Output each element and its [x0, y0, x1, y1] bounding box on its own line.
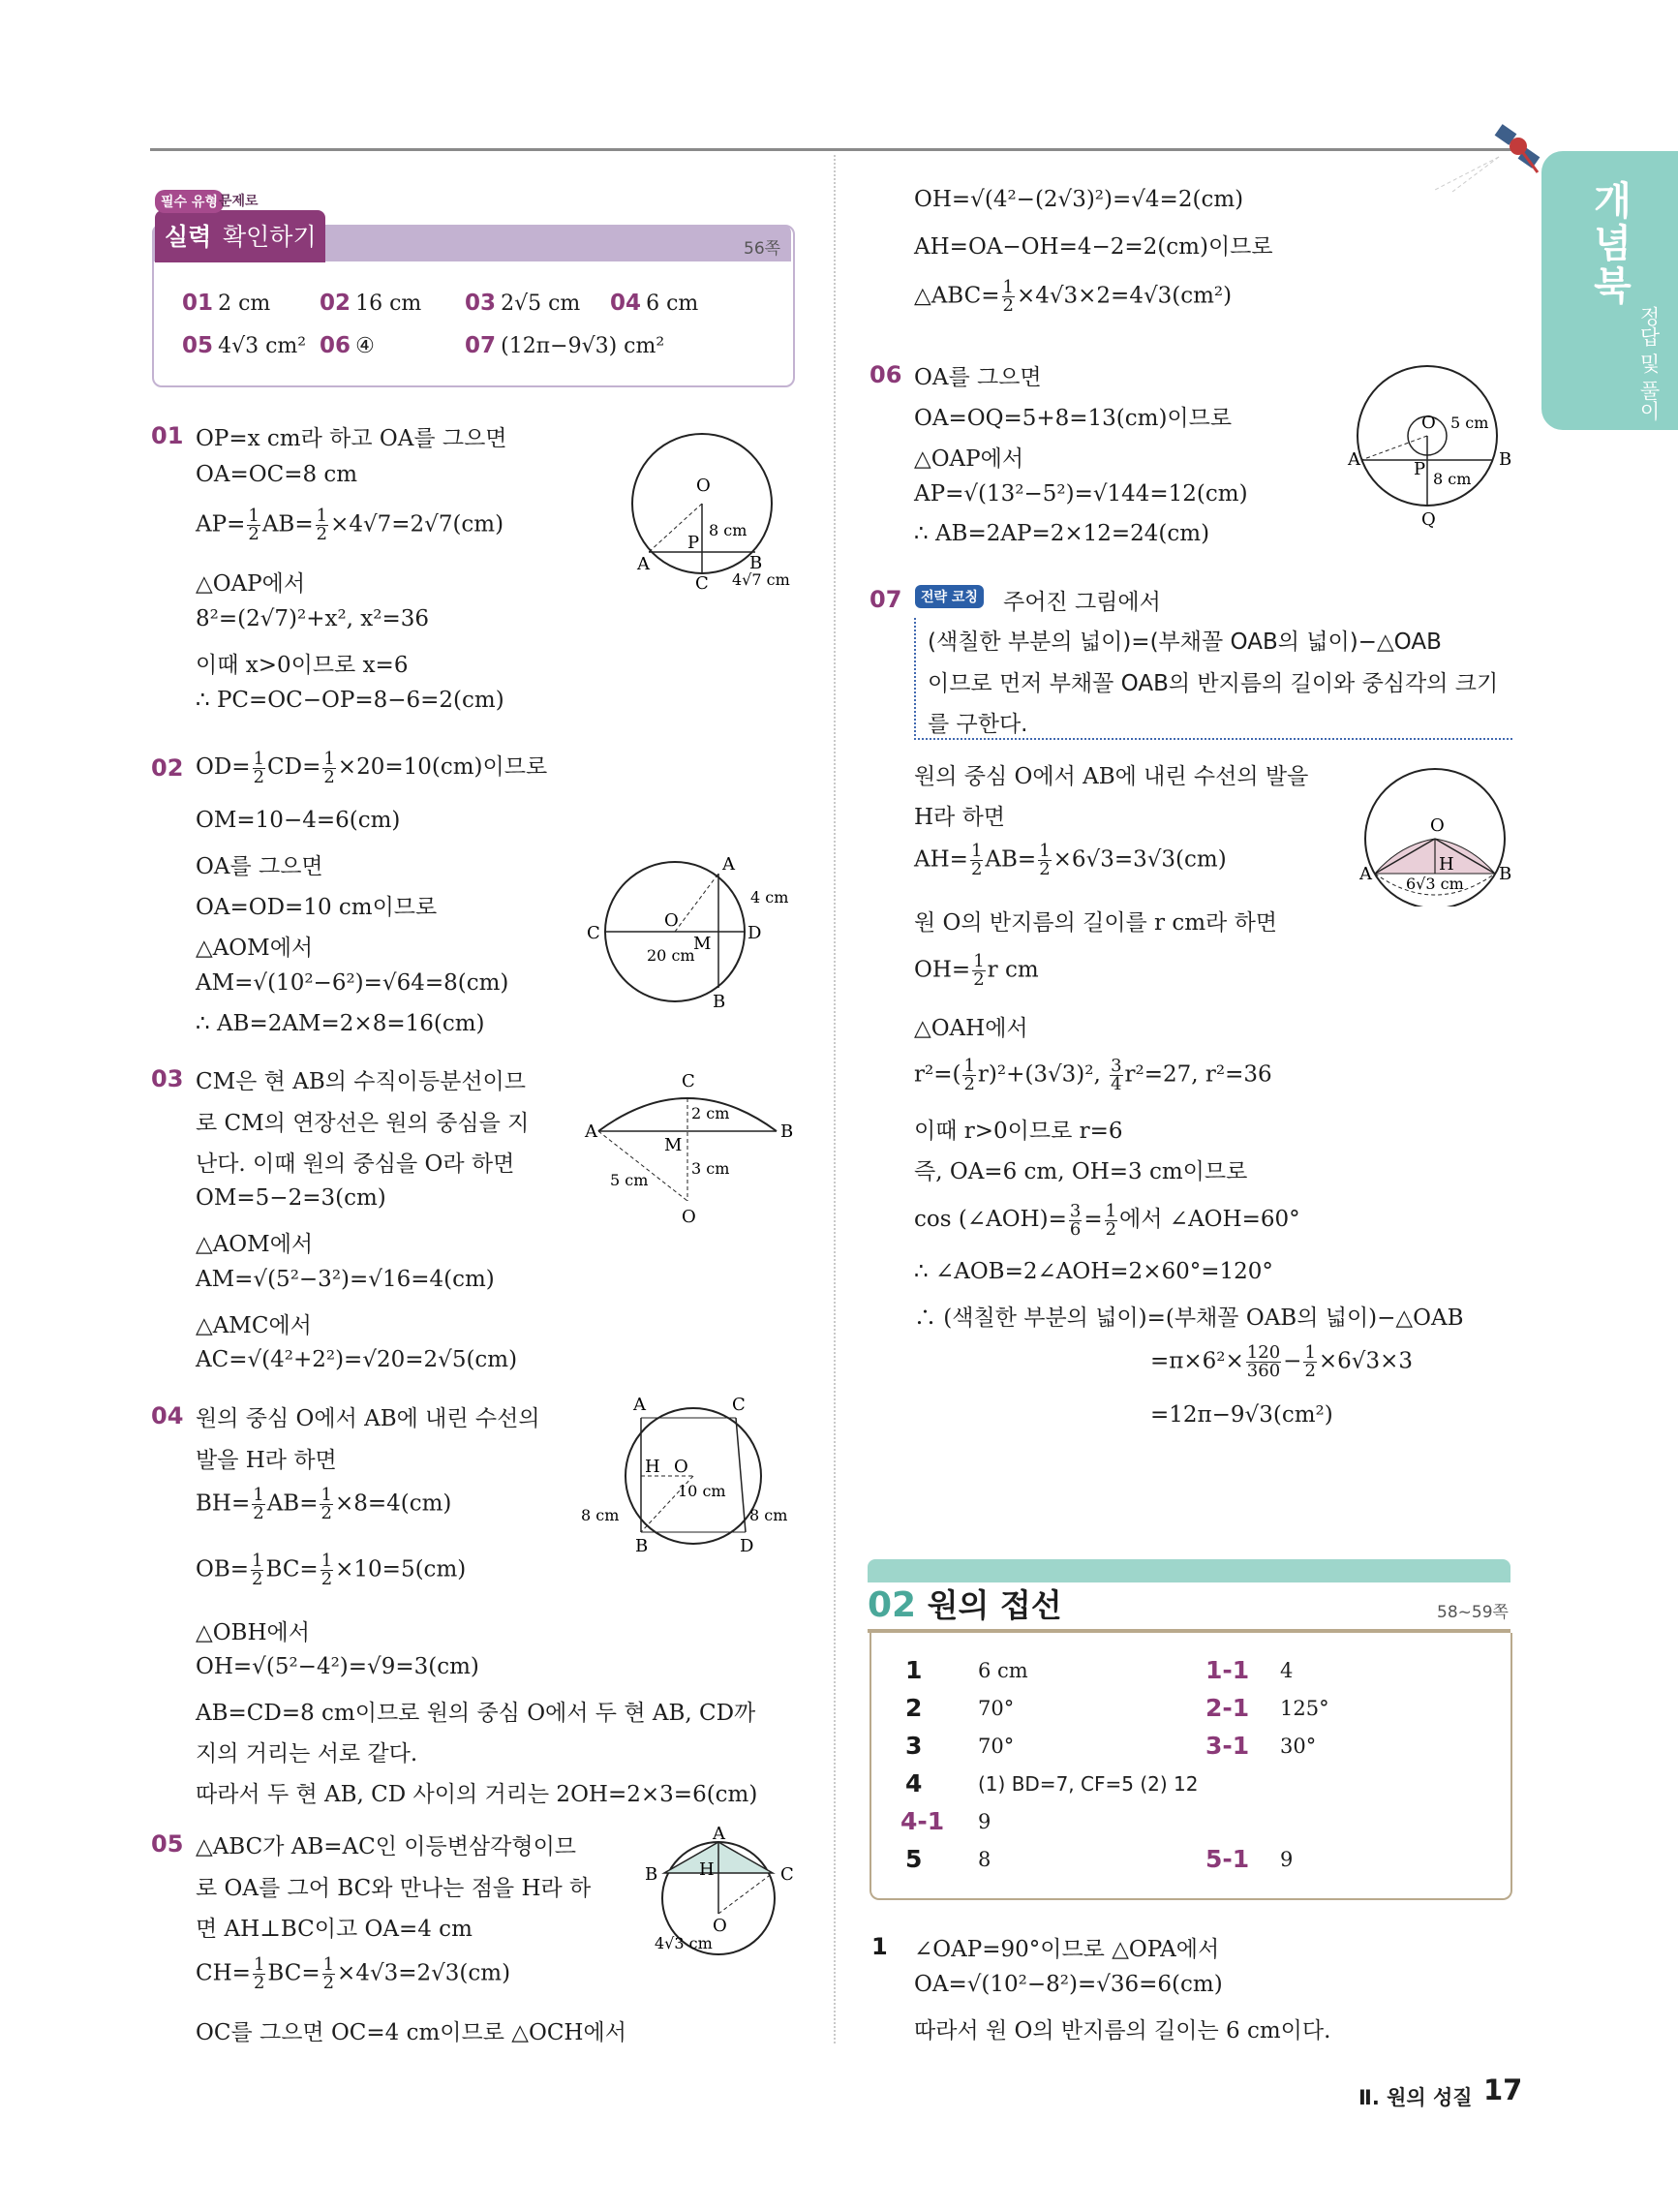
p03-line-3: 난다. 이때 원의 중심을 O라 하면 [196, 1152, 515, 1177]
problem-04-number: 04 [151, 1402, 184, 1429]
p03-line-2: 로 CM의 연장선은 원의 중심을 지 [196, 1111, 530, 1136]
side-tab-subtitle: 정답 및 풀이 [1637, 306, 1661, 421]
s2-key-3-1: 3-1 [1205, 1732, 1250, 1760]
s2-key-3: 3 [905, 1732, 923, 1760]
problem-03-number: 03 [151, 1065, 184, 1092]
svg-text:O: O [696, 476, 711, 496]
p01-figure [620, 426, 813, 600]
svg-text:8 cm: 8 cm [1433, 470, 1472, 488]
side-tab-title: 개념북 [1587, 180, 1632, 308]
p02-line-7: ∴ AB=2AM=2×8=16(cm) [196, 1011, 485, 1036]
svg-text:A: A [633, 1397, 646, 1415]
p01-line-1: OP=x cm라 하고 OA를 그으면 [196, 426, 507, 451]
signal-lines [1433, 155, 1501, 198]
p07-line-10: cos (∠AOH)= $\frac{3}{6}$ = $\frac{1}{2}$ 에서 ∠AOH=60° [914, 1200, 1300, 1240]
svg-text:8 cm: 8 cm [749, 1506, 788, 1524]
answer-06: 06 ④ [320, 333, 375, 358]
svg-text:H: H [699, 1859, 715, 1880]
p07-line-1: 원의 중심 O에서 AB에 내린 수선의 발을 [914, 764, 1309, 789]
svg-text:O: O [713, 1916, 727, 1936]
p07-line-6: △OAH에서 [914, 1016, 1028, 1041]
p04-line-5: △OBH에서 [196, 1620, 310, 1645]
svg-text:B: B [645, 1864, 658, 1885]
svg-text:B: B [780, 1121, 794, 1142]
s2-val-4-1: 9 [978, 1810, 992, 1833]
problem-06-number: 06 [870, 361, 902, 388]
s2-val-5-1: 9 [1280, 1848, 1294, 1871]
s2-val-1: 6 cm [978, 1659, 1028, 1682]
p07-line-11: ∴ ∠AOB=2∠AOH=2×60°=120° [914, 1259, 1273, 1284]
answer-07: 07 (12π−9√3) cm² [465, 333, 665, 358]
p02-line-4: OA=OD=10 cm이므로 [196, 895, 438, 920]
p04-line-2: 발을 H라 하면 [196, 1448, 337, 1473]
p02-line-5: △AOM에서 [196, 936, 314, 961]
s2-key-2-1: 2-1 [1205, 1694, 1250, 1722]
svg-text:8 cm: 8 cm [581, 1506, 620, 1524]
svg-text:O: O [664, 910, 679, 931]
p05-line-4: CH= $\frac{1}{2}$ BC= $\frac{1}{2}$ ×4√3=2√3(cm) [196, 1954, 511, 1993]
answer-01: 01 2 cm [182, 291, 271, 316]
s2-val-2: 70° [978, 1697, 1015, 1720]
svg-text:A: A [713, 1827, 725, 1844]
answer-05: 05 4√3 cm² [182, 333, 307, 358]
p06-line-2: OA=OQ=5+8=13(cm)이므로 [914, 406, 1233, 431]
s2-key-5: 5 [905, 1845, 923, 1873]
p07-line-4: 원 O의 반지름의 길이를 r cm라 하면 [914, 910, 1278, 936]
top-rule [150, 148, 1525, 151]
p01-line-7: ∴ PC=OC−OP=8−6=2(cm) [196, 688, 504, 713]
s2-key-4-1: 4-1 [900, 1807, 945, 1835]
title-word-1: 실력 [165, 223, 212, 251]
section-02-page-reference: 58~59쪽 [1437, 1603, 1509, 1622]
s2-val-3-1: 30° [1280, 1735, 1317, 1758]
svg-text:B: B [1499, 449, 1512, 470]
p03-line-5: △AOM에서 [196, 1232, 314, 1257]
s2p1-line-3: 따라서 원 O의 반지름의 길이는 6 cm이다. [914, 2018, 1331, 2043]
p05-line-3: 면 AH⊥BC이고 OA=4 cm [196, 1917, 473, 1942]
svg-text:20 cm: 20 cm [647, 946, 695, 965]
strategy-line-1: (색칠한 부분의 넓이)=(부채꼴 OAB의 넓이)−△OAB [928, 630, 1442, 655]
strategy-line-3: 를 구한다. [928, 712, 1028, 737]
p07-line-14: =12π−9√3(cm²) [1150, 1402, 1333, 1428]
svg-text:B: B [713, 992, 726, 1012]
p03-line-7: △AMC에서 [196, 1313, 312, 1338]
p02-line-2: OM=10−4=6(cm) [196, 808, 401, 833]
p05-right-line-2: AH=OA−OH=4−2=2(cm)이므로 [914, 234, 1273, 260]
svg-text:M: M [693, 934, 712, 954]
svg-text:6√3 cm: 6√3 cm [1406, 875, 1464, 893]
column-divider [834, 155, 836, 2043]
svg-text:C: C [695, 573, 709, 594]
s2p1-line-2: OA=√(10²−8²)=√36=6(cm) [914, 1972, 1223, 1997]
p01-line-5: 8²=(2√7)²+x², x²=36 [196, 606, 430, 631]
p07-line-7: r²=( $\frac{1}{2}$ r)²+(3√3)², $\frac{3}{4}$ r²=27, r²=36 [914, 1056, 1272, 1094]
svg-text:H: H [1439, 854, 1454, 875]
answer-04: 04 6 cm [610, 291, 699, 316]
section-02-band [868, 1559, 1510, 1582]
svg-text:5 cm: 5 cm [1450, 414, 1489, 432]
p02-line-3: OA를 그으면 [196, 854, 323, 879]
section-02-answer-box [870, 1633, 1512, 1900]
svg-text:A: A [1348, 449, 1360, 470]
p03-line-6: AM=√(5²−3²)=√16=4(cm) [196, 1267, 495, 1292]
section-02-title: 02 원의 접선 [868, 1585, 1062, 1625]
svg-text:C: C [587, 923, 600, 943]
p02-line-1: OD= $\frac{1}{2}$ CD= $\frac{1}{2}$ ×20=10(cm)이므로 [196, 748, 548, 787]
p01-line-4: △OAP에서 [196, 571, 306, 597]
s2-val-2-1: 125° [1280, 1697, 1329, 1720]
p05-line-5: OC를 그으면 OC=4 cm이므로 △OCH에서 [196, 2020, 626, 2045]
svg-text:A: A [722, 854, 735, 875]
page-reference: 56쪽 [744, 239, 781, 259]
p04-line-3: BH= $\frac{1}{2}$ AB= $\frac{1}{2}$ ×8=4(cm) [196, 1485, 452, 1523]
p06-line-4: AP=√(13²−5²)=√144=12(cm) [914, 481, 1248, 507]
p04-line-8: 지의 거리는 서로 같다. [196, 1741, 418, 1767]
svg-text:D: D [747, 923, 762, 943]
s2-key-2: 2 [905, 1694, 923, 1722]
p07-figure [1354, 761, 1528, 906]
svg-text:O: O [1430, 815, 1445, 836]
p02-figure [581, 852, 813, 1017]
p07-line-2: H라 하면 [914, 805, 1006, 830]
s2p1-line-1: ∠OAP=90°이므로 △OPA에서 [914, 1937, 1220, 1962]
p01-line-3: AP= $\frac{1}{2}$ AB= $\frac{1}{2}$ ×4√7=2√7(cm) [196, 506, 504, 544]
s2-val-4: (1) BD=7, CF=5 (2) 12 [978, 1772, 1199, 1796]
chapter-label: Ⅱ. 원의 성질 [1358, 2086, 1473, 2109]
strategy-line-2: 이므로 먼저 부채꼴 OAB의 반지름의 길이와 중심각의 크기 [928, 671, 1499, 696]
p07-line-8: 이때 r>0이므로 r=6 [914, 1119, 1123, 1144]
p07-line-13: =π×6²× $\frac{120}{360}$ − $\frac{1}{2}$ ×6√3×3 [1150, 1342, 1413, 1381]
s2-key-4: 4 [905, 1769, 923, 1797]
svg-text:M: M [664, 1135, 683, 1155]
svg-text:8 cm: 8 cm [709, 521, 747, 539]
p05-figure [635, 1827, 809, 1962]
svg-text:5 cm: 5 cm [610, 1171, 649, 1189]
p05-right-line-1: OH=√(4²−(2√3)²)=√4=2(cm) [914, 187, 1244, 212]
svg-text:4 cm: 4 cm [750, 888, 789, 906]
p07-line-12: ∴ (색칠한 부분의 넓이)=(부채꼴 OAB의 넓이)−△OAB [914, 1306, 1464, 1331]
svg-text:2 cm: 2 cm [691, 1104, 730, 1122]
s2-key-1: 1 [905, 1656, 923, 1684]
problem-01-number: 01 [151, 422, 184, 449]
svg-text:A: A [585, 1121, 597, 1142]
title-word-2: 확인하기 [223, 223, 317, 251]
p04-line-4: OB= $\frac{1}{2}$ BC= $\frac{1}{2}$ ×10=5(cm) [196, 1551, 467, 1589]
p03-line-1: CM은 현 AB의 수직이등분선이므 [196, 1069, 526, 1094]
p02-line-6: AM=√(10²−6²)=√64=8(cm) [196, 970, 509, 996]
p07-line-9: 즉, OA=6 cm, OH=3 cm이므로 [914, 1159, 1248, 1184]
answer-02: 02 16 cm [320, 291, 422, 316]
p07-line-3: AH= $\frac{1}{2}$ AB= $\frac{1}{2}$ ×6√3=3√3(cm) [914, 841, 1227, 879]
svg-text:P: P [1414, 459, 1426, 479]
p04-line-1: 원의 중심 O에서 AB에 내린 수선의 [196, 1406, 540, 1431]
p06-line-1: OA를 그으면 [914, 365, 1042, 390]
p01-line-6: 이때 x>0이므로 x=6 [196, 653, 409, 678]
p06-figure [1340, 358, 1524, 533]
answer-03: 03 2√5 cm [465, 291, 581, 316]
problem-07-number: 07 [870, 586, 902, 613]
p03-line-4: OM=5−2=3(cm) [196, 1185, 386, 1211]
svg-text:O: O [674, 1457, 688, 1477]
svg-text:A: A [637, 554, 650, 574]
p07-intro: 주어진 그림에서 [1003, 590, 1161, 615]
problem-02-number: 02 [151, 754, 184, 782]
svg-text:D: D [740, 1536, 754, 1556]
svg-text:C: C [780, 1864, 794, 1885]
svg-text:O: O [1421, 413, 1436, 433]
svg-text:B: B [635, 1536, 649, 1556]
svg-text:C: C [682, 1071, 695, 1091]
strategy-coaching-tag: 전략 코칭 [915, 585, 984, 608]
svg-text:Q: Q [1421, 509, 1436, 530]
problem-05-number: 05 [151, 1830, 184, 1858]
side-tab[interactable] [1541, 151, 1678, 430]
svg-text:A: A [1359, 864, 1372, 884]
p03-figure [571, 1065, 804, 1230]
svg-text:H: H [645, 1457, 660, 1477]
p04-line-9: 따라서 두 현 AB, CD 사이의 거리는 2OH=2×3=6(cm) [196, 1782, 758, 1807]
page-number: 17 [1483, 2074, 1523, 2106]
p05-right-line-3: △ABC= $\frac{1}{2}$ ×4√3×2=4√3(cm²) [914, 277, 1233, 316]
svg-text:3 cm: 3 cm [691, 1159, 730, 1178]
p06-line-5: ∴ AB=2AP=2×12=24(cm) [914, 521, 1210, 546]
p03-line-8: AC=√(4²+2²)=√20=2√5(cm) [196, 1347, 518, 1372]
problem-tag: 문제로 [219, 194, 259, 209]
svg-text:B: B [1499, 864, 1512, 884]
p06-line-3: △OAP에서 [914, 446, 1024, 472]
required-type-tag: 필수 유형 [155, 190, 224, 213]
p04-figure [577, 1397, 809, 1561]
s2-key-1-1: 1-1 [1205, 1656, 1250, 1684]
svg-text:O: O [682, 1207, 696, 1227]
p01-line-2: OA=OC=8 cm [196, 462, 358, 487]
s2-val-1-1: 4 [1280, 1659, 1294, 1682]
p04-line-6: OH=√(5²−4²)=√9=3(cm) [196, 1654, 479, 1679]
p04-line-7: AB=CD=8 cm이므로 원의 중심 O에서 두 현 AB, CD까 [196, 1701, 756, 1726]
p05-line-1: △ABC가 AB=AC인 이등변삼각형이므 [196, 1834, 577, 1859]
svg-text:C: C [732, 1397, 746, 1415]
svg-text:B: B [749, 553, 763, 573]
s2-val-5: 8 [978, 1848, 992, 1871]
s2-key-5-1: 5-1 [1205, 1845, 1250, 1873]
s2-val-3: 70° [978, 1735, 1015, 1758]
p05-line-2: 로 OA를 그어 BC와 만나는 점을 H라 하 [196, 1876, 592, 1901]
svg-text:4√3 cm: 4√3 cm [655, 1934, 713, 1952]
section-title [155, 210, 325, 262]
s2-problem-1-number: 1 [871, 1933, 888, 1960]
svg-text:10 cm: 10 cm [678, 1482, 726, 1500]
svg-text:P: P [687, 533, 700, 553]
p07-line-5: OH= $\frac{1}{2}$ r cm [914, 951, 1039, 990]
svg-text:4√7 cm: 4√7 cm [732, 570, 790, 589]
